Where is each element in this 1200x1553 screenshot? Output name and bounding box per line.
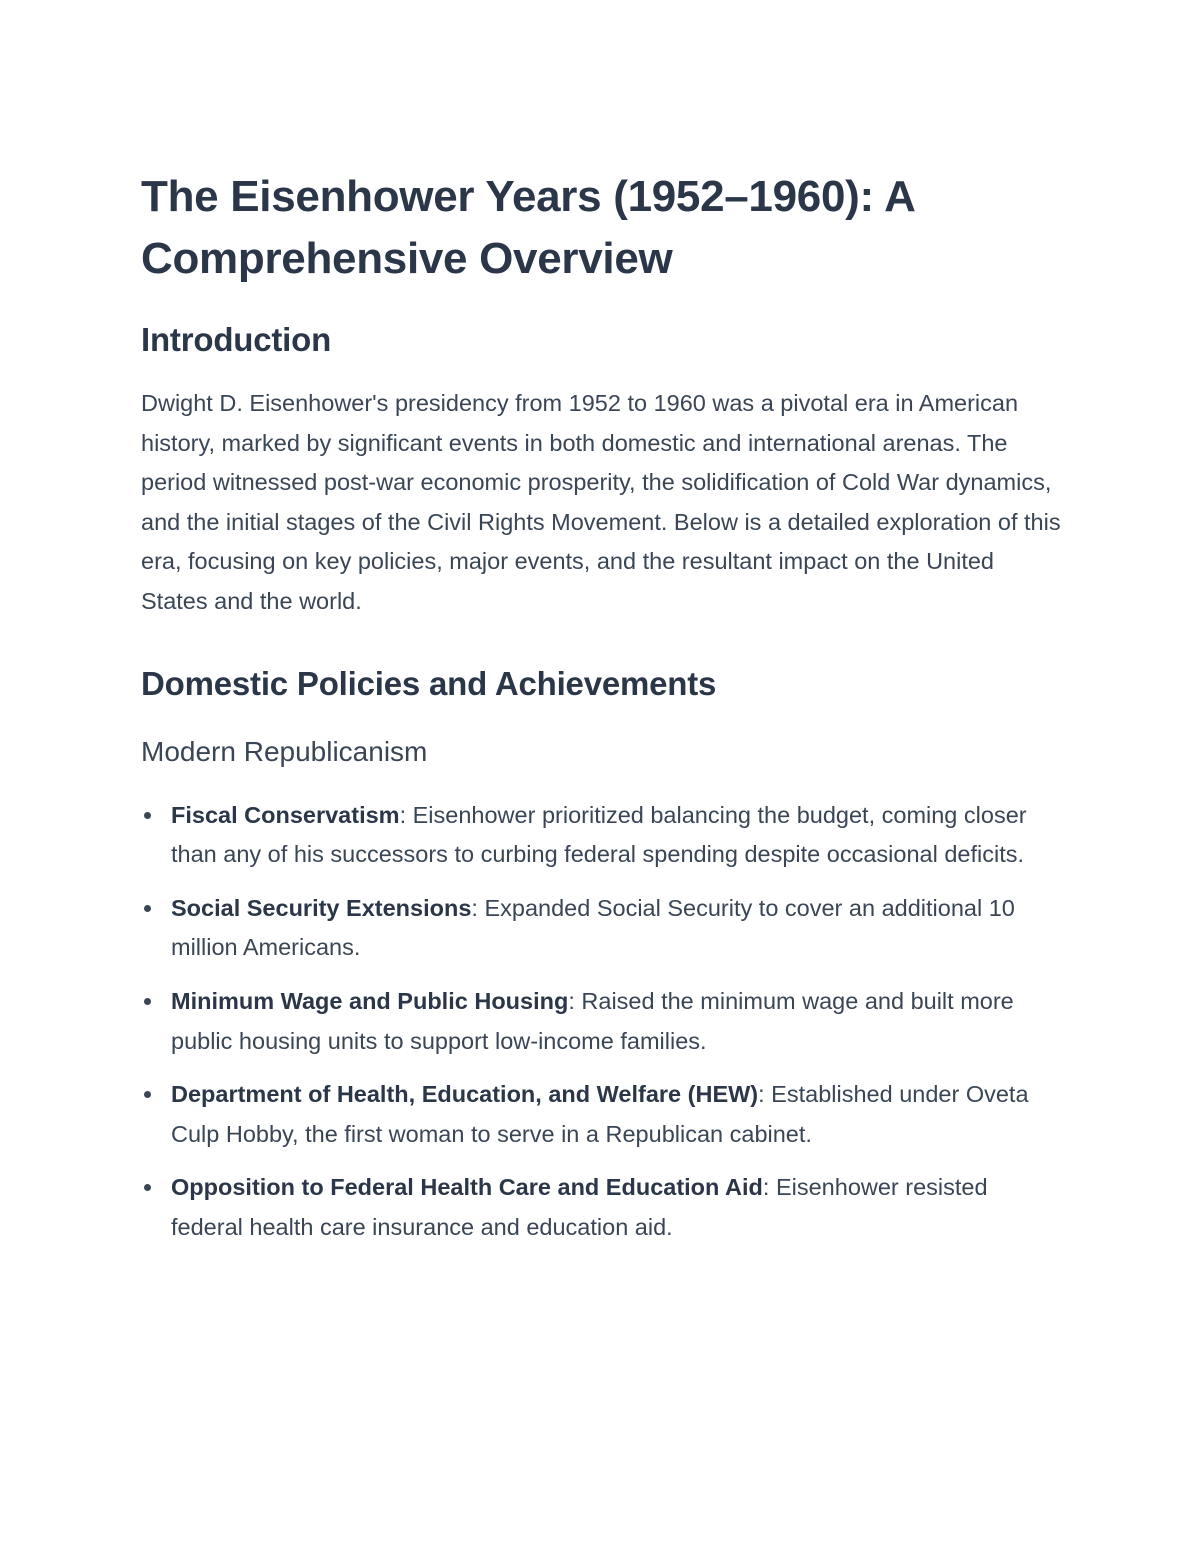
bullet-icon [144,998,151,1005]
modern-republicanism-list [141,796,1061,1248]
list-item-text: : Eisenhower prioritized balancing the budget, coming closer than any of his successors to curbing federal spending despite occasional deficits. [171,801,1027,868]
list-item [141,1075,1061,1154]
section-heading-introduction: Introduction [141,321,332,358]
list-item-term: Department of Health, Education, and Welfare (HEW) [171,1081,759,1108]
list-item-text: : Raised the minimum wage and built more public housing units to support low-income families. [171,987,1014,1054]
bullet-icon [144,1091,151,1098]
subsection-heading-modern-republicanism: Modern Republicanism [141,735,428,767]
section-heading-domestic-policies: Domestic Policies and Achievements [141,664,717,702]
document-page [141,166,1061,1262]
bullet-icon [144,812,151,819]
list-item [141,889,1061,968]
list-item-term: Social Security Extensions [171,894,472,921]
list-item-term: Fiscal Conservatism [171,801,400,828]
bullet-icon [144,905,151,912]
list-item-term: Opposition to Federal Health Care and Education Aid [171,1174,763,1201]
list-item [141,1168,1061,1247]
list-item [141,982,1061,1061]
list-item-text: : Expanded Social Security to cover an additional 10 million Americans. [171,894,1015,961]
introduction-paragraph: Dwight D. Eisenhower's presidency from 1952 to 1960 was a pivotal era in American history, marked by significant events in both domestic and international arenas. The period witnessed post-war economic prosperity, the solidification of Cold War dynamics, and the initial stages of the Civil Rights Movement. Below is a detailed exploration of this era, focusing on key policies, major events, and the resultant impact on the United States and the world. [141,390,1061,614]
bullet-icon [144,1184,151,1191]
list-item-text: : Eisenhower resisted federal health care insurance and education aid. [171,1174,988,1240]
list-item-term: Minimum Wage and Public Housing [171,987,569,1014]
list-item [141,796,1061,875]
document-title: The Eisenhower Years (1952–1960): A Comprehensive Overview [141,172,914,283]
list-item-text: : Established under Oveta Culp Hobby, the first woman to serve in a Republican cabinet. [171,1081,1029,1147]
